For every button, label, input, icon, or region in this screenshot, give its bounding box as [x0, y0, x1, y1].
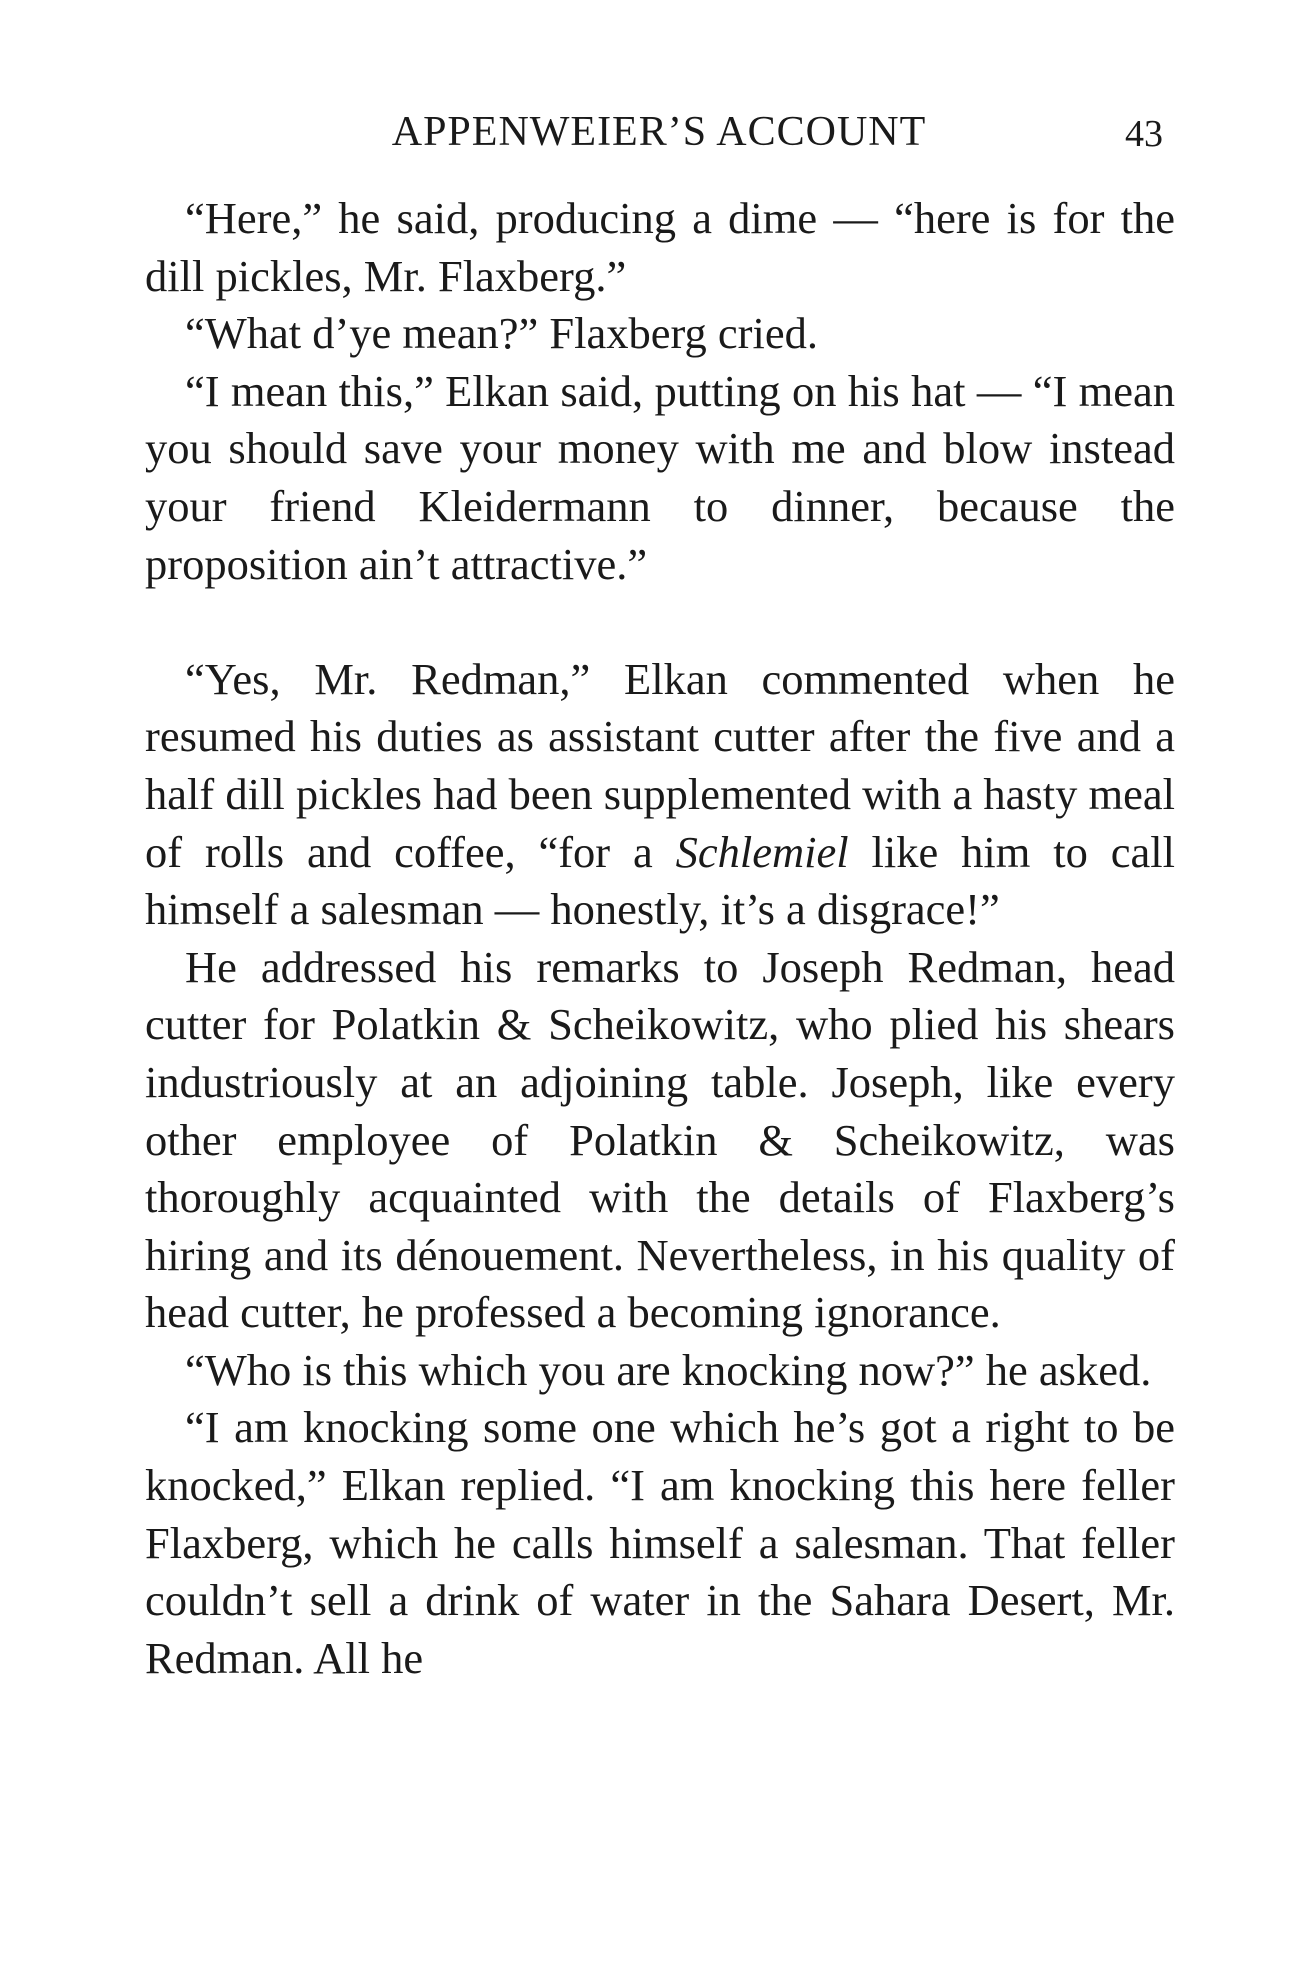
body-text: [145, 190, 1175, 1687]
running-head: APPENWEIER’S ACCOUNT: [391, 109, 927, 155]
italic-word: Schlemiel: [675, 826, 849, 877]
paragraph-text: like him to call himself a salesman — honestly, it’s a disgrace!”: [145, 826, 1175, 935]
paragraph: He addressed his remarks to Joseph Redman, head cutter for Polatkin & Scheikowitz, who plied his shears industriously at an adjoining table. Joseph, like every other employee of Polatkin & Scheikowitz, was thoroughly acquainted with the details of Flaxberg’s hiring and its dénouement. Nevertheless, in his quality of head cutter, he professed a becoming ignorance.: [145, 941, 1175, 1338]
paragraph-text: “Yes, Mr. Redman,” Elkan commented when he resumed his duties as assistant cutter after the five and a half dill pickles had been supplemented with a hasty meal of rolls and coffee, “for a: [145, 653, 1175, 877]
page-number: 43: [1125, 113, 1163, 155]
paragraph: “Here,” he said, producing a dime — “here is for the dill pickles, Mr. Flaxberg.”: [145, 193, 1175, 301]
paragraph: [145, 651, 1175, 939]
paragraph: “I am knocking some one which he’s got a right to be knocked,” Elkan replied. “I am knocking this here feller Flaxberg, which he calls himself a salesman. That feller couldn’t sell a drink of water in the Sahara Desert, Mr. Redman. All he: [145, 1402, 1175, 1683]
paragraph: “Who is this which you are knocking now?” he asked.: [185, 1344, 1152, 1395]
page-header: [145, 108, 1173, 168]
paragraph: “What d’ye mean?” Flaxberg cried.: [185, 308, 818, 359]
paragraph: “I mean this,” Elkan said, putting on his hat — “I mean you should save your money with me and blow instead your friend Kleidermann to dinner, because the proposition ain’t attractive.”: [145, 365, 1175, 589]
